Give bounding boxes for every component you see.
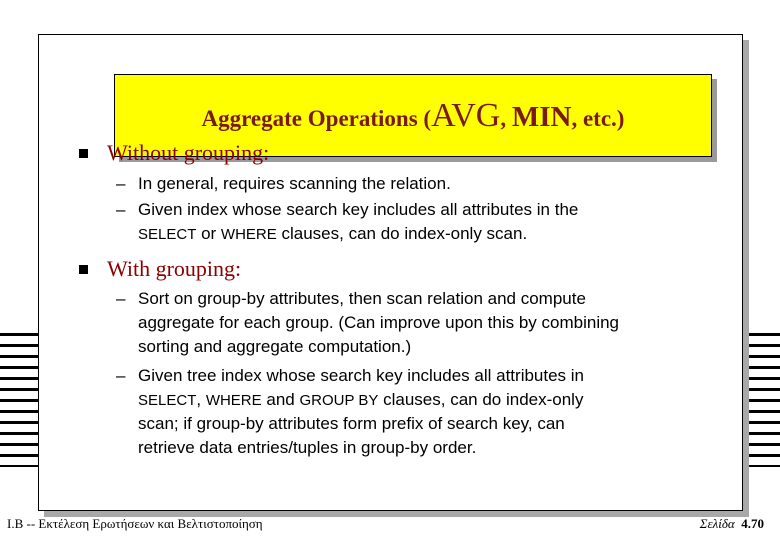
bullet-square	[79, 149, 88, 158]
bullet-square	[79, 265, 88, 274]
bullet-heading-without-grouping: Without grouping:	[107, 140, 270, 165]
footer-course-title: Ι.Β -- Εκτέλεση Ερωτήσεων και Βελτιστοποίηση	[7, 516, 263, 531]
left-stripe-decoration	[0, 333, 38, 467]
slide-title: Aggregate Operations (AVG, MIN, etc.)	[201, 96, 625, 134]
footer-page-number: Σελίδα 4.70	[699, 516, 764, 531]
bullet-heading-with-grouping: With grouping:	[107, 256, 242, 281]
